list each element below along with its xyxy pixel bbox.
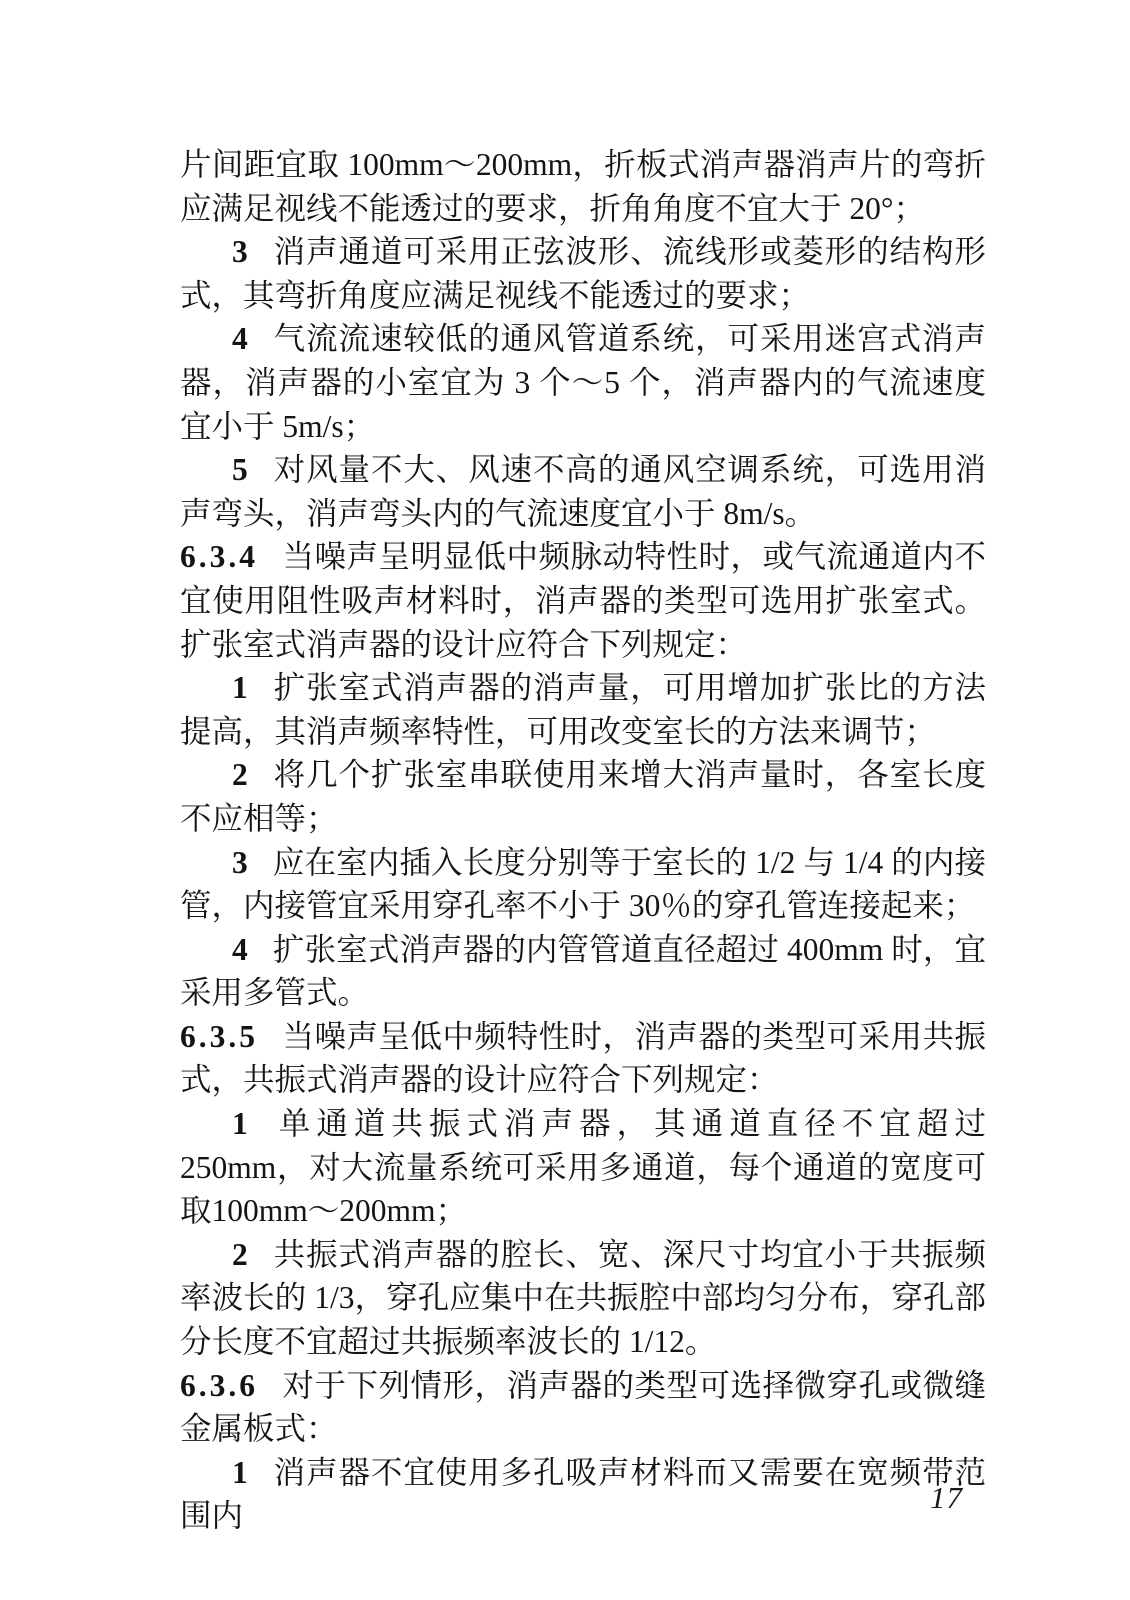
item-number: 1 bbox=[232, 1454, 248, 1490]
clause-paragraph bbox=[180, 1015, 986, 1102]
item-number: 1 bbox=[232, 670, 248, 706]
item-number: 4 bbox=[232, 931, 248, 967]
paragraph-text: 消声通道可采用正弦波形、流线形或菱形的结构形式，其弯折角度应满足视线不能透过的要求； bbox=[180, 234, 986, 313]
item-paragraph bbox=[180, 448, 986, 535]
text-block bbox=[180, 143, 986, 1538]
item-paragraph bbox=[180, 928, 986, 1015]
item-paragraph bbox=[180, 753, 986, 840]
item-number: 2 bbox=[232, 1236, 248, 1272]
item-number: 5 bbox=[232, 452, 248, 488]
item-paragraph bbox=[180, 230, 986, 317]
clause-paragraph bbox=[180, 535, 986, 666]
item-number: 1 bbox=[232, 1106, 248, 1142]
paragraph-text: 扩张室式消声器的内管管道直径超过 400mm 时，宜采用多管式。 bbox=[180, 931, 986, 1011]
item-paragraph bbox=[180, 1102, 986, 1233]
item-paragraph bbox=[180, 1233, 986, 1364]
item-number: 3 bbox=[232, 234, 248, 270]
paragraph-text: 气流流速较低的通风管道系统，可采用迷宫式消声器，消声器的小室宜为 3 个～5 个，消声器内的气流速度宜小于 5m/s； bbox=[180, 321, 986, 444]
paragraph-text: 当噪声呈低中频特性时，消声器的类型可采用共振式，共振式消声器的设计应符合下列规定： bbox=[180, 1018, 986, 1098]
clause-number: 6.3.5 bbox=[180, 1018, 258, 1054]
paragraph-text: 将几个扩张室串联使用来增大消声量时，各室长度不应相等； bbox=[180, 757, 986, 836]
paragraph-text: 对于下列情形，消声器的类型可选择微穿孔或微缝金属板式： bbox=[180, 1367, 986, 1447]
page-number: 17 bbox=[930, 1480, 963, 1515]
item-paragraph bbox=[180, 666, 986, 753]
paragraph-text: 扩张室式消声器的消声量，可用增加扩张比的方法提高，其消声频率特性，可用改变室长的方法来调节； bbox=[180, 670, 986, 749]
paragraph-text: 片间距宜取 100mm～200mm，折板式消声器消声片的弯折应满足视线不能透过的要求，折角角度不宜大于 20°； bbox=[180, 147, 986, 226]
paragraph-text: 消声器不宜使用多孔吸声材料而又需要在宽频带范围内 bbox=[180, 1454, 986, 1534]
item-number: 3 bbox=[232, 844, 248, 880]
clause-paragraph bbox=[180, 1364, 986, 1451]
paragraph-text: 单通道共振式消声器，其通道直径不宜超过 250mm，对大流量系统可采用多通道，每个通道的宽度可取100mm～200mm； bbox=[180, 1106, 986, 1229]
body-paragraph bbox=[180, 143, 986, 230]
paragraph-text: 对风量不大、风速不高的通风空调系统，可选用消声弯头，消声弯头内的气流速度宜小于 8m/s。 bbox=[180, 452, 986, 531]
clause-number: 6.3.4 bbox=[180, 539, 258, 575]
paragraph-text: 应在室内插入长度分别等于室长的 1/2 与 1/4 的内接管，内接管宜采用穿孔率不小于 30％的穿孔管连接起来； bbox=[180, 844, 986, 924]
item-paragraph bbox=[180, 1451, 986, 1538]
clause-number: 6.3.6 bbox=[180, 1367, 258, 1403]
item-paragraph bbox=[180, 317, 986, 448]
paragraph-text: 当噪声呈明显低中频脉动特性时，或气流通道内不宜使用阻性吸声材料时，消声器的类型可选用扩张室式。扩张室式消声器的设计应符合下列规定： bbox=[180, 539, 986, 662]
paragraph-text: 共振式消声器的腔长、宽、深尺寸均宜小于共振频率波长的 1/3，穿孔应集中在共振腔中部均匀分布，穿孔部分长度不宜超过共振频率波长的 1/12。 bbox=[180, 1236, 986, 1360]
item-paragraph bbox=[180, 841, 986, 928]
item-number: 4 bbox=[232, 321, 248, 357]
item-number: 2 bbox=[232, 757, 248, 793]
